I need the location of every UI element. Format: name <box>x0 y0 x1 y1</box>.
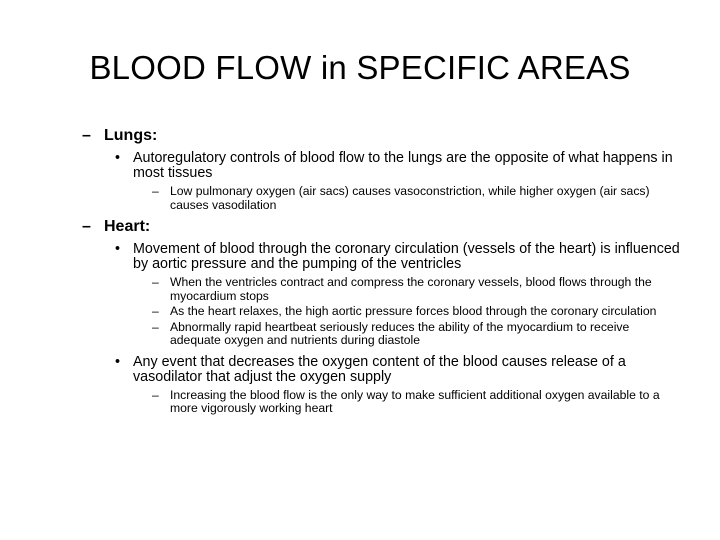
sub-bullet-point <box>0 389 720 416</box>
dash-bullet: – <box>152 275 159 289</box>
section-heading-heart <box>0 217 720 237</box>
sub-bullet-text: Low pulmonary oxygen (air sacs) causes vasoconstriction, while higher oxygen (air sacs) causes vasodilation <box>170 184 650 212</box>
sub-bullet-text: Abnormally rapid heartbeat seriously reduces the ability of the myocardium to receive adequate oxygen and nutrients during diastole <box>170 319 630 347</box>
sub-bullet-text: Increasing the blood flow is the only way to make sufficient additional oxygen available to a more vigorously working heart <box>170 387 660 415</box>
dot-bullet: • <box>115 353 121 370</box>
slide-content <box>0 126 720 416</box>
sub-bullet-point <box>0 276 720 303</box>
dash-bullet: – <box>82 127 91 144</box>
sub-bullet-text: As the heart relaxes, the high aortic pressure forces blood through the coronary circulation <box>170 304 657 318</box>
section-heading-text: Lungs: <box>104 127 158 144</box>
section-heading-text: Heart: <box>104 218 151 235</box>
dash-bullet: – <box>82 218 91 235</box>
bullet-text: Any event that decreases the oxygen content of the blood causes release of a vasodilator that adjust the oxygen supply <box>133 353 626 385</box>
bullet-text: Movement of blood through the coronary circulation (vessels of the heart) is influenced by aortic pressure and the pumping of the ventricles <box>133 241 680 272</box>
bullet-point <box>0 242 720 272</box>
slide-title: BLOOD FLOW in SPECIFIC AREAS <box>89 49 631 86</box>
sub-bullet-point <box>0 305 720 319</box>
sub-bullet-point <box>0 321 720 348</box>
bullet-point <box>0 151 720 181</box>
dash-bullet: – <box>152 304 159 318</box>
dot-bullet: • <box>115 150 121 166</box>
bullet-text: Autoregulatory controls of blood flow to the lungs are the opposite of what happens in most tissues <box>133 150 673 181</box>
dot-bullet: • <box>115 241 121 257</box>
dash-bullet: – <box>152 184 159 198</box>
section-heading-lungs <box>0 126 720 146</box>
dash-bullet: – <box>152 319 159 334</box>
sub-bullet-point <box>0 185 720 212</box>
dash-bullet: – <box>152 387 159 402</box>
bullet-point <box>0 355 720 385</box>
sub-bullet-text: When the ventricles contract and compress the coronary vessels, blood flows through the myocardium stops <box>170 275 652 303</box>
